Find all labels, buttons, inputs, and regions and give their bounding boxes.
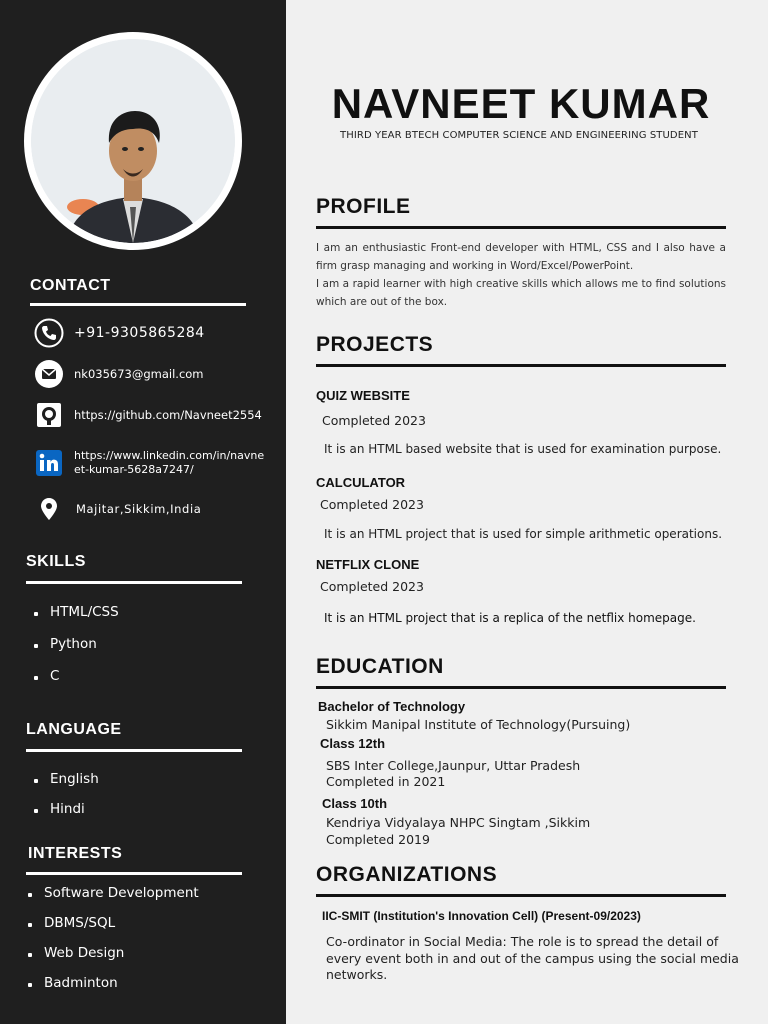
project-status: Completed 2023: [320, 497, 424, 512]
language-heading: LANGUAGE: [26, 721, 122, 738]
skills-list: [30, 604, 119, 684]
contact-location: [34, 494, 201, 524]
linkedin-link-line2: et-kumar-5628a7247/: [74, 463, 194, 476]
profile-text: [316, 239, 726, 311]
organization-desc: Co-ordinator in Social Media: The role is to spread the detail of every event both in and out of the campus using the social media networks.: [326, 934, 739, 982]
education-detail: SBS Inter College,Jaunpur, Uttar Pradesh: [326, 758, 581, 773]
phone-icon: [34, 318, 64, 348]
interest-item: DBMS/SQL: [24, 915, 199, 931]
linkedin-icon: [34, 448, 64, 478]
contact-linkedin: [34, 448, 264, 478]
profile-heading: PROFILE: [316, 195, 411, 218]
project-title: CALCULATOR: [316, 475, 406, 490]
skill-item: Python: [30, 636, 119, 652]
project-status: Completed 2023: [322, 413, 426, 428]
phone-number[interactable]: +91-9305865284: [74, 325, 205, 341]
location-text: Majitar,Sikkim,India: [76, 502, 202, 516]
profile-line2: I am a rapid learner with high creative skills which allows me to find solutions which are out of the box.: [316, 278, 726, 308]
language-divider: [26, 749, 242, 752]
github-icon: [34, 400, 64, 430]
project-title: NETFLIX CLONE: [316, 557, 420, 572]
person-portrait-icon: [31, 39, 235, 243]
interest-item: Web Design: [24, 945, 199, 961]
sidebar: [0, 0, 286, 1024]
interests-divider: [26, 872, 242, 875]
profile-line1: I am an enthusiastic Front-end developer with HTML, CSS and I also have a firm grasp managing and working in Word/Excel/PowerPoint.: [316, 242, 726, 272]
contact-phone: [34, 318, 205, 348]
organizations-heading: ORGANIZATIONS: [316, 863, 498, 886]
github-link[interactable]: https://github.com/Navneet2554: [74, 408, 262, 422]
education-detail: Completed 2019: [326, 832, 430, 847]
projects-divider: [316, 364, 726, 367]
language-list: [30, 771, 99, 817]
language-item: Hindi: [30, 801, 99, 817]
skill-item: C: [30, 668, 119, 684]
skills-divider: [26, 581, 242, 584]
project-desc: It is an HTML project that is used for simple arithmetic operations.: [324, 527, 723, 541]
candidate-subtitle: THIRD YEAR BTECH COMPUTER SCIENCE AND ENGINEERING STUDENT: [340, 130, 698, 141]
project-desc: It is an HTML based website that is used for examination purpose.: [324, 442, 722, 456]
profile-divider: [316, 226, 726, 229]
projects-heading: PROJECTS: [316, 333, 434, 356]
education-title: Class 12th: [320, 736, 386, 751]
education-detail: Kendriya Vidyalaya NHPC Singtam ,Sikkim: [326, 815, 591, 830]
profile-photo: [24, 32, 242, 250]
contact-email: [34, 359, 204, 389]
skill-item: HTML/CSS: [30, 604, 119, 620]
contact-heading: CONTACT: [30, 277, 111, 294]
project-status: Completed 2023: [320, 579, 424, 594]
education-title: Bachelor of Technology: [318, 699, 466, 714]
interests-heading: INTERESTS: [28, 845, 123, 862]
project-desc: It is an HTML project that is a replica of the netflix homepage.: [324, 611, 696, 625]
contact-github: [34, 400, 262, 430]
language-item: English: [30, 771, 99, 787]
interests-list: [24, 885, 199, 991]
education-detail: Completed in 2021: [326, 774, 446, 789]
project-title: QUIZ WEBSITE: [316, 388, 410, 403]
email-icon: [34, 359, 64, 389]
education-detail: Sikkim Manipal Institute of Technology(Pursuing): [326, 717, 631, 732]
linkedin-link[interactable]: [74, 449, 264, 477]
skills-heading: SKILLS: [26, 553, 86, 570]
location-pin-icon: [34, 494, 64, 524]
interest-item: Badminton: [24, 975, 199, 991]
linkedin-link-line1: https://www.linkedin.com/in/navne: [74, 449, 265, 462]
education-divider: [316, 686, 726, 689]
interest-item: Software Development: [24, 885, 199, 901]
candidate-name: NAVNEET KUMAR: [331, 80, 711, 127]
contact-divider: [30, 303, 246, 306]
organization-title: IIC-SMIT (Institution's Innovation Cell) (Present-09/2023): [322, 909, 641, 923]
education-title: Class 10th: [322, 796, 388, 811]
organizations-divider: [316, 894, 726, 897]
email-address[interactable]: nk035673@gmail.com: [74, 367, 204, 381]
education-heading: EDUCATION: [316, 655, 444, 678]
